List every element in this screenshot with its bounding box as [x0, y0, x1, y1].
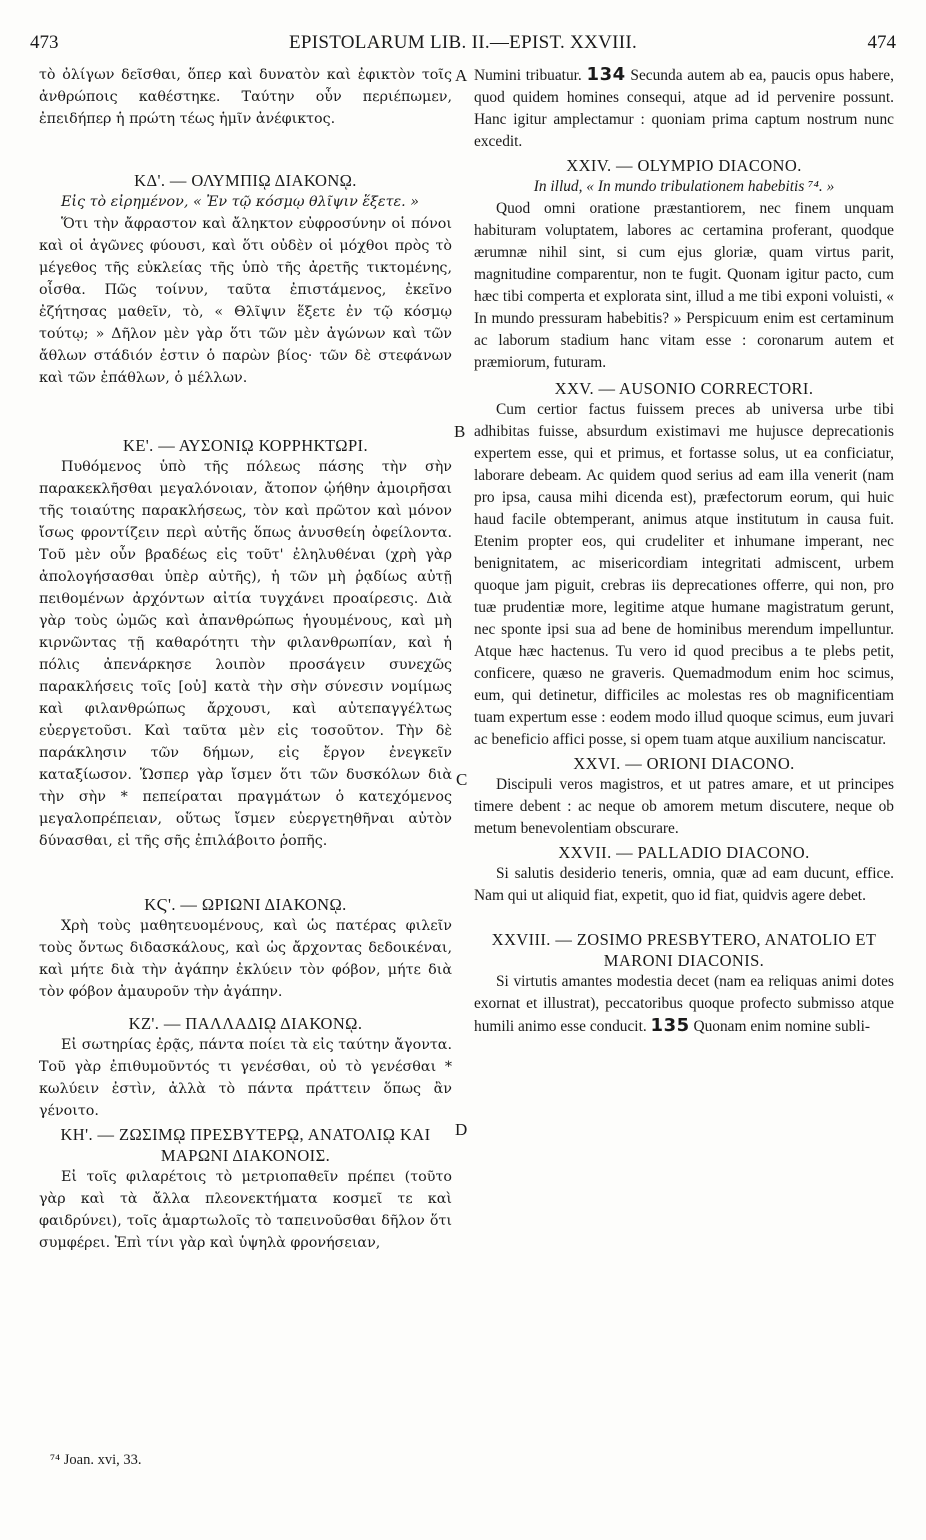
latin-letter-27-body: Si salutis desiderio teneris, omnia, quæ ad eam ducunt, effice. Nam qui ut aliquid fiat, expetit, quo id fiat, quidvis agere debet. — [474, 865, 894, 904]
latin-letter-24-title: XXIV. — OLYMPIO DIACONO. — [566, 156, 802, 175]
greek-letter-25-body: Πυθόμενος ὑπὸ τῆς πόλεως πάσης τὴν σὴν παρακεκλῆσθαι μεγαλόνοιαν, ἄτοπον ᾠήθην ἀμοιρῆσαι τῆς τοιαύτης παρακλήσεως, τὸν καὶ πρῶτον καὶ μόνον ἴσως φροντίζειν περὶ αὐτῆς ὅπως ἀνυσθείη ὀφείλοντα. Τοῦ μὲν οὖν βραδέως εἰς τοῦτ' ἐληλυθέναι (χρὴ γὰρ ἀπολογήσασθαι ὑπὲρ αὐτῆς), ἡ τῶν μὴ ῥᾳδίως αὐτῇ πειθομένων ἀρχόντων αἰτία τυγχάνει προαίρεσις. Διὰ γὰρ τοὺς ὠμῶς καὶ ἀπανθρώπως ἡγουμένους, καὶ μὴ κιρνῶντας τῇ καθαρότητι τὴν φιλανθρωπίαν, καὶ ἡ πόλις ἀπενάρκησε λοιπὸν προσάγειν συνεχῶς παρακλήσεις τοῖς [οὐ] κατὰ τὴν σὴν σύνεσιν νομίμως καὶ φιλανθρώπως ἄρχουσι, καὶ αὐτεπαγγέλτως εὐεργετοῦσι. Καὶ ταῦτα μὲν εἰς τοσοῦτον. Τὴν δὲ παράκλησιν τῶν δήμων, εἰς ἔργον ἐνεγκεῖν καταξίωσον. Ὥσπερ γὰρ ἴσμεν ὅτι τῶν δυσκόλων διὰ τὴν σὴν * πεπείραται πραγμάτων ὁ κατεχόμενος μεγαλοπρέπειαν, οὕτως ἴσμεν εὐεργετηθῆναι αὐτὸν δύνασθαι, εἰ τῆς σῆς ἐπιλάβοιτο ῥοπῆς. — [39, 459, 452, 849]
margin-letter-c: C — [456, 770, 468, 789]
greek-column — [39, 64, 452, 1254]
footnote: ⁷⁴ Joan. xvi, 33. — [50, 1452, 142, 1468]
running-header — [30, 28, 896, 58]
section-number-135: 135 — [650, 1015, 690, 1036]
page-number-right: 474 — [867, 32, 896, 53]
greek-letter-24-subtitle: Εἰς τὸ εἰρημένον, « Ἐν τῷ κόσμῳ θλῖψιν ἕξετε. » — [61, 194, 419, 210]
latin-letter-28-title: XXVIII. — ZOSIMO PRESBYTERO, ANATOLIO ET MARONI DIACONIS. — [491, 930, 877, 970]
latin-letter-28-text-b: Quonam enim nomine subli- — [693, 1018, 871, 1035]
running-title: EPISTOLARUM LIB. II.—EPIST. XXVIII. — [288, 32, 638, 53]
latin-letter-24-body: Quod omni oratione præstantiorem, nec finem unquam habituram voluptatem, labores ac certamina proferant, quodque ærumnæ nihil sint, si cum ejus gloriæ, quam virtus parit, magnitudine comparentur, non te fugit. Quonam igitur pacto, cum hæc tibi comperta et explorata sint, illud a me tibi exponi voluisti, « In mundo pressuram habebitis? » Perspicuum enim est certaminum ac laborum stadium hanc vitam esse : coronarum autem et præmiorum, futuram. — [474, 200, 894, 371]
greek-letter-24-body: Ὅτι τὴν ἄφραστον καὶ ἄληκτον εὐφροσύνην οἱ πόνοι καὶ οἱ ἀγῶνες φύουσι, καὶ ὅτι οὐδὲν οἱ μόχθοι πρὸς τὸ μέγεθος τῆς εὐκλείας τῆς ὑπὸ τῆς ἀρετῆς τικτομένης, οἶσθα. Πῶς τοίνυν, ταῦτα ἐπιστάμενος, ἐκεῖνο ἐζήτησας μαθεῖν, τὸ, « Θλῖψιν ἕξετε ἐν τῷ κόσμῳ τούτῳ; » Δῆλον μὲν γὰρ ὅτι τῶν μὲν ἀγώνων καὶ τῶν ἄθλων στάδιόν ἐστιν ὁ παρὼν βίος· τῶν δὲ στεφάνων καὶ τῶν ἐπάθλων, ὁ μέλλων. — [39, 216, 452, 386]
greek-letter-27-title: ΚΖ'. — ΠΑΛΛΑΔΙῼ ΔΙΑΚΟΝῼ. — [128, 1014, 363, 1033]
latin-column — [474, 64, 894, 1038]
greek-letter-28-title: ΚΗ'. — ΖΩΣΙΜῼ ΠΡΕΣΒΥΤΕΡῼ, ΑΝΑΤΟΛΙῼ ΚΑΙ ΜΑΡΩΝΙ ΔΙΑΚΟΝΟΙΣ. — [60, 1125, 431, 1165]
greek-letter-28-body: Εἰ τοῖς φιλαρέτοις τὸ μετριοπαθεῖν πρέπει (τοῦτο γὰρ καὶ τὰ ἄλλα πλεονεκτήματα κοσμεῖ τε καὶ φαιδρύνει), τοῖς ἁμαρτωλοῖς τὸ ταπεινοῦσθαι δῆλον ὅτι συμφέρει. Ἐπὶ τίνι γὰρ καὶ ὑψηλὰ φρονήσειαν, — [39, 1169, 452, 1251]
latin-letter-25-title: XXV. — AUSONIO CORRECTORI. — [554, 379, 814, 398]
latin-letter-26-body: Discipuli veros magistros, et ut patres amare, et ut principes timere debent : ac neque ob amorem metum discutere, neque ob metum benevolentiam obscurare. — [474, 776, 894, 837]
section-number-134: 134 — [586, 64, 626, 85]
latin-letter-24-subtitle: In illud, « In mundo tribulationem habebitis ⁷⁴. » — [533, 178, 835, 195]
latin-intro-text-a: Numini tribuatur. — [474, 67, 582, 84]
greek-intro-text: τὸ ὀλίγων δεῖσθαι, ὅπερ καὶ δυνατὸν καὶ ἐφικτὸν τοῖς ἀνθρώποις καθέστηκε. Ταύτην οὖν περιέπωμεν, ἐπειδήπερ ἡ πρώτη τέως ἡμῖν ἀνέφικτος. — [39, 67, 452, 127]
margin-letter-d: D — [455, 1120, 468, 1139]
latin-letter-25-body: Cum certior factus fuissem preces ab universa urbe tibi adhibitas fuisse, absurdum existimavi me hujusce deprecationis expertem esse, qui et primus, et fortasse solus, ut ea conficiatur, laborare debeam. Ac quidem quod serius ad eam illa venerit (nam pro ipsa, causa mihi dicenda est), præfectorum eorum, qui huic haud facile obtemperant, animus atque institutum in causa fuit. Etenim propter eos, qui crudeliter et inhumane imperant, nec benignitatem, ac misericordiam integritati admiscent, urbem quoque jam piguit, crebras iis deprecationes offerre, qui non, pro tuæ prudentiæ more, legitime atque humane magistratum gerunt, nec sponte ipsi sua ad bene de hominibus merendum impelluntur. Atque hæc hactenus. Tu vero id quod precibus a te plebs petit, conficere, quæso ne graveris. Quemadmodum enim hoc scimus, eum, qui detinetur, difficiles ac molestas res ob magnificentiam tuam expertum esse : eodem modo illud quoque scimus, eum juvari ac beneficio affici posse, si opem tuam atque auxilium nanciscatur. — [474, 401, 894, 748]
margin-letter-a: A — [455, 66, 468, 85]
latin-letter-26-title: XXVI. — ORIONI DIACONO. — [573, 754, 795, 773]
latin-intro-text-b: Secunda autem ab ea, paucis opus habere, quod quidem homines consequi, atque ad id pervenire possunt. Hanc igitur amplectamur : quoniam prima captum nostrum nunc excedit. — [474, 67, 894, 150]
margin-letter-b: B — [454, 422, 466, 441]
greek-letter-26-body: Χρὴ τοὺς μαθητευομένους, καὶ ὡς πατέρας φιλεῖν τοὺς ὄντως διδασκάλους, καὶ ὡς ἄρχοντας δεδοικέναι, καὶ μήτε διὰ τὴν ἀγάπην ἐκλύειν τὸν φόβον, μήτε διὰ τὸν φόβον ἀμαυροῦν τὴν ἀγάπην. — [39, 918, 452, 1000]
greek-letter-25-title: ΚΕ'. — ΑΥΣΟΝΙῼ ΚΟΡΡΗΚΤΩΡΙ. — [123, 436, 368, 455]
page-number-left: 473 — [30, 32, 59, 53]
latin-letter-27-title: XXVII. — PALLADIO DIACONO. — [558, 843, 810, 862]
greek-letter-27-body: Εἰ σωτηρίας ἐρᾷς, πάντα ποίει τὰ εἰς ταύτην ἄγοντα. Τοῦ γὰρ ἐπιθυμοῦντός τι γενέσθαι, οὐ τὸ γενέσθαι * κωλύειν ἐστὶν, ἀλλὰ τὸ πάντα πράττειν ὅπως ἂν γένοιτο. — [39, 1037, 452, 1119]
greek-letter-26-title: ΚϚ'. — ΩΡΙΩΝΙ ΔΙΑΚΟΝῼ. — [144, 895, 347, 914]
latin-letter-28-text-a: Si virtutis amantes modestia decet (nam ea reliquas animi dotes exornat et illustrat), peccatoribus quoque profecto submisso atque humili animo esse conducit. — [474, 973, 894, 1035]
greek-letter-24-title: ΚΔ'. — ΟΛΥΜΠΙῼ ΔΙΑΚΟΝῼ. — [134, 171, 357, 190]
latin-intro — [474, 64, 894, 153]
latin-letter-28-body — [474, 971, 894, 1038]
